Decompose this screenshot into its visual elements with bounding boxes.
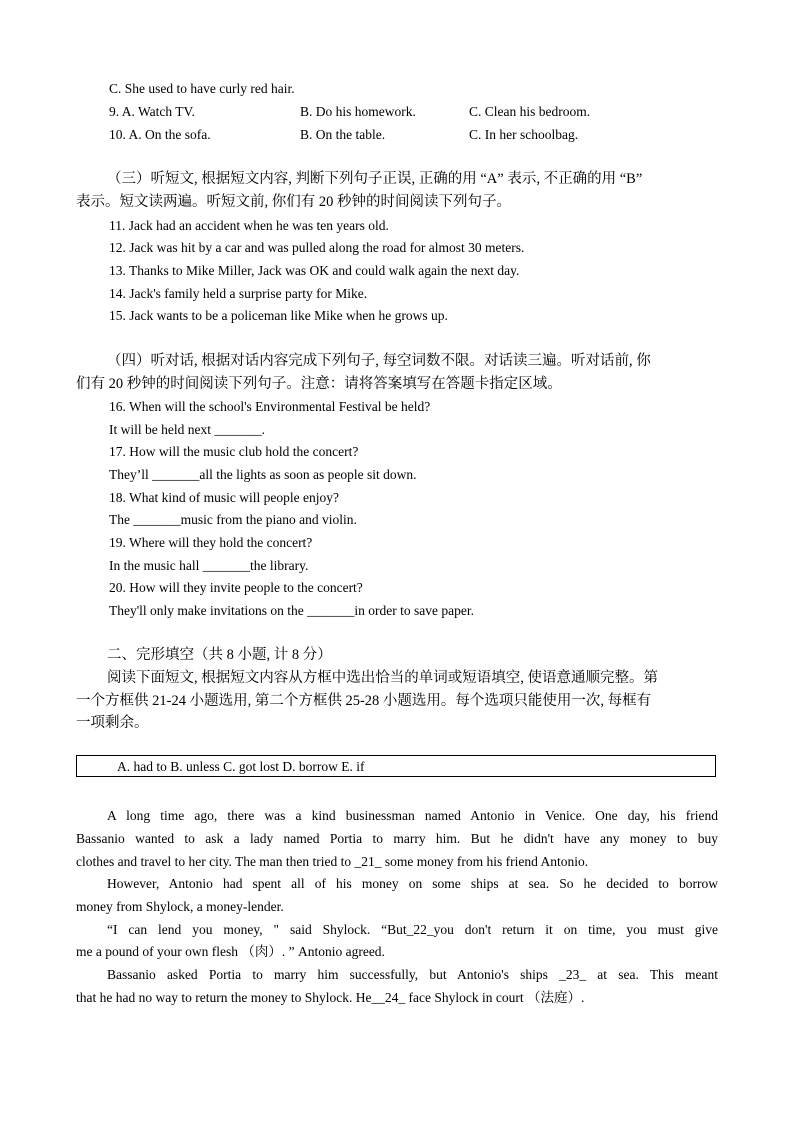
answer-16: It will be held next _______. xyxy=(109,422,265,437)
option-8c: C. She used to have curly red hair. xyxy=(109,81,295,96)
passage-line: that he had no way to return the money to Shylock. He__24_ face Shylock in court （法庭）. xyxy=(76,990,585,1005)
question-11: 11. Jack had an accident when he was ten years old. xyxy=(109,218,389,233)
part4-intro-line1: （四）听对话, 根据对话内容完成下列句子, 每空词数不限。对话读三遍。听对话前, 你 xyxy=(107,353,651,369)
passage-line: money from Shylock, a money-lender. xyxy=(76,899,284,914)
option-9a: 9. A. Watch TV. xyxy=(109,104,195,119)
answer-19: In the music hall _______the library. xyxy=(109,558,309,573)
section-intro-line3: 一项剩余。 xyxy=(76,715,149,731)
part3-intro-line1: （三）听短文, 根据短文内容, 判断下列句子正误, 正确的用 “A” 表示, 不正确的用 “B” xyxy=(107,171,643,187)
part4-intro-line2: 们有 20 秒钟的时间阅读下列句子。注意：请将答案填写在答题卡指定区域。 xyxy=(76,376,562,392)
word-box xyxy=(76,755,716,777)
section-intro-line1: 阅读下面短文, 根据短文内容从方框中选出恰当的单词或短语填空, 使语意通顺完整。第 xyxy=(107,670,658,686)
passage-line: A long time ago, there was a kind businessman named Antonio in Venice. One day, his friend xyxy=(107,808,718,823)
passage-line: me a pound of your own flesh （肉）. ” Antonio agreed. xyxy=(76,944,385,959)
option-9b: B. Do his homework. xyxy=(300,104,416,119)
answer-18: The _______music from the piano and violin. xyxy=(109,512,357,527)
word-box-options: A. had to B. unless C. got lost D. borrow E. if xyxy=(117,759,365,774)
answer-17: They’ll _______all the lights as soon as people sit down. xyxy=(109,467,417,482)
question-19: 19. Where will they hold the concert? xyxy=(109,535,313,550)
option-10b: B. On the table. xyxy=(300,127,386,142)
passage-line: clothes and travel to her city. The man then tried to _21_ some money from his friend Antonio. xyxy=(76,854,589,869)
section-title: 二、完形填空（共 8 小题, 计 8 分） xyxy=(107,647,332,663)
question-15: 15. Jack wants to be a policeman like Mike when he grows up. xyxy=(109,308,448,323)
passage-line: Bassanio asked Portia to marry him successfully, but Antonio's ships _23_ at sea. This meant xyxy=(107,967,718,982)
question-12: 12. Jack was hit by a car and was pulled along the road for almost 30 meters. xyxy=(109,240,525,255)
question-13: 13. Thanks to Mike Miller, Jack was OK and could walk again the next day. xyxy=(109,263,520,278)
part3-intro-line2: 表示。短文读两遍。听短文前, 你们有 20 秒钟的时间阅读下列句子。 xyxy=(76,194,511,210)
passage-line: Bassanio wanted to ask a lady named Portia to marry him. But he didn't have any money to buy xyxy=(76,831,718,846)
option-10a: 10. A. On the sofa. xyxy=(109,127,211,142)
question-20: 20. How will they invite people to the concert? xyxy=(109,580,363,595)
answer-20: They'll only make invitations on the _______in order to save paper. xyxy=(109,603,474,618)
passage-line: “I can lend you money, " said Shylock. “But_22_you don't return it on time, you must give xyxy=(107,922,718,937)
question-17: 17. How will the music club hold the concert? xyxy=(109,444,359,459)
option-9c: C. Clean his bedroom. xyxy=(469,104,591,119)
section-intro-line2: 一个方框供 21-24 小题选用, 第二个方框供 25-28 小题选用。每个选项只能使用一次, 每框有 xyxy=(76,693,652,709)
option-10c: C. In her schoolbag. xyxy=(469,127,579,142)
question-14: 14. Jack's family held a surprise party for Mike. xyxy=(109,286,368,301)
passage-line: However, Antonio had spent all of his money on some ships at sea. So he decided to borrow xyxy=(107,876,718,891)
question-16: 16. When will the school's Environmental Festival be held? xyxy=(109,399,431,414)
question-18: 18. What kind of music will people enjoy? xyxy=(109,490,339,505)
